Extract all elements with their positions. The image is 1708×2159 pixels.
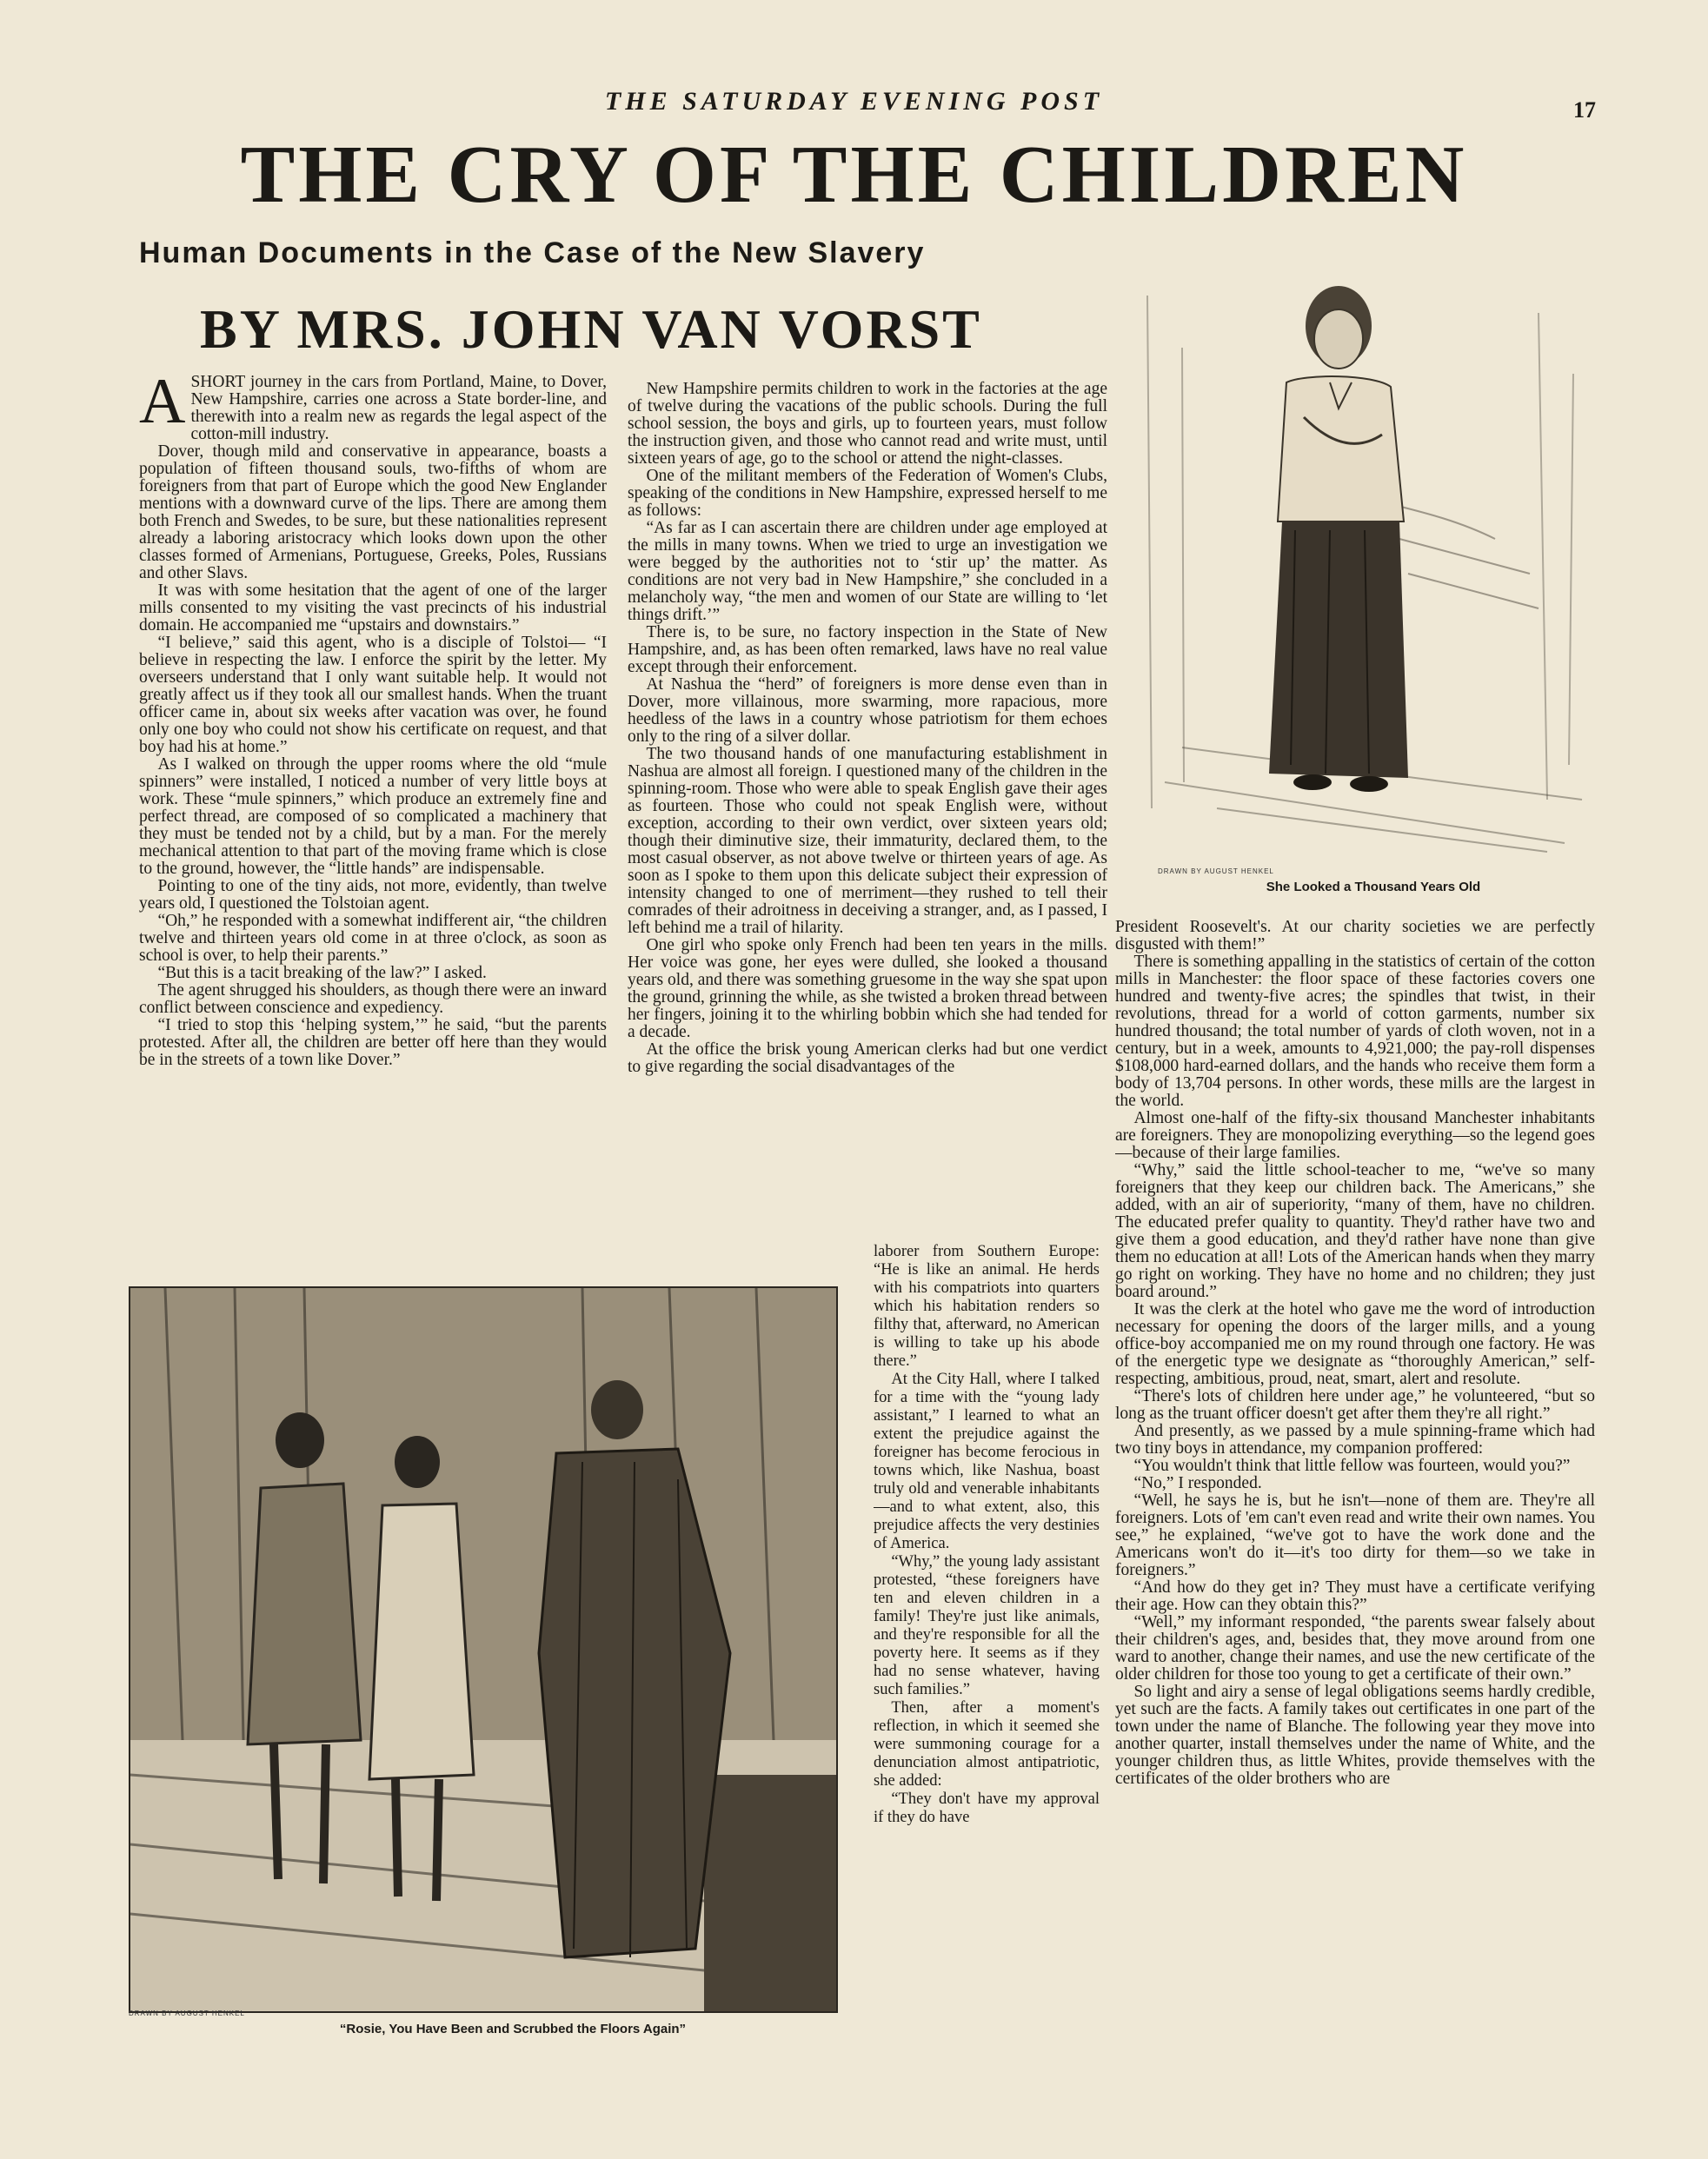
paragraph: “As far as I can ascertain there are children under age employed at the mills in many towns. When we tried to urge an investigation we were begged by the authorities not to ‘stir up’ the matter. As conditions are not very bad in New Hampshire,” she concluded in a melancholy way, “the men and women of our State are willing to ‘let things drift.’” <box>628 519 1107 624</box>
paragraph: “There's lots of children here under age,” he volunteered, “but so long as the truant officer doesn't get after them they're all right.” <box>1115 1387 1595 1423</box>
paragraph: At the City Hall, where I talked for a time with the “young lady assistant,” I learned to what an extent the prejudice against the foreigner has become ferocious in towns which, like Nashua, boast truly old and venerable inhabitants—and to what extent, also, this prejudice affects the very destinies of America. <box>874 1371 1100 1552</box>
paragraph: “And how do they get in? They must have a certificate verifying their age. How can they obtain this?” <box>1115 1578 1595 1614</box>
column-1 <box>139 374 607 1239</box>
paragraph: “They don't have my approval if they do have <box>874 1790 1100 1826</box>
paragraph: One of the militant members of the Federation of Women's Clubs, speaking of the conditions in New Hampshire, expressed herself to me as follows: <box>628 467 1107 520</box>
rosie-sketch-image <box>130 1288 836 2011</box>
illustration-credit: DRAWN BY AUGUST HENKEL <box>1158 867 1274 875</box>
paragraph: As I walked on through the upper rooms where the old “mule spinners” were installed, I noticed a number of very little boys at work. These “mule spinners,” which produce an extremely fine and perfect thread, are composed of so complicated a machinery that they must be tended not by a child, but by a man. For the merely mechanical attention to that part of the moving frame which is close to the ground, however, the “little hands” are indispensable. <box>139 755 607 878</box>
paragraph: “Well,” my informant responded, “the parents swear falsely about their children's ages, and, besides that, they move around from one ward to another, change their names, and use the new certificate of the older children for those too young to get a certificate of their own.” <box>1115 1613 1595 1684</box>
paragraph: laborer from Southern Europe: “He is like an animal. He herds with his compatriots into quarters which his habitation renders so filthy that, afterward, no American is willing to take up his abode there.” <box>874 1243 1100 1370</box>
running-head: THE SATURDAY EVENING POST <box>604 87 1104 116</box>
paragraph: Then, after a moment's reflection, in which it seemed she were summoning courage for a denunciation almost antipatriotic, she added: <box>874 1699 1100 1790</box>
paragraph: So light and airy a sense of legal obligations seems hardly credible, yet such are the facts. A family takes out certificates in one part of the town under the name of Blanche. The following year they move into another quarter, install themselves under the name of White, and the younger children thus, as little Whites, provide themselves with the certificates of the older brothers who are <box>1115 1683 1595 1788</box>
paragraph: “You wouldn't think that little fellow was fourteen, would you?” <box>1133 1457 1571 1475</box>
illustration-caption: She Looked a Thousand Years Old <box>1266 880 1481 894</box>
illustration-woman <box>1130 243 1599 860</box>
illustration-rosie <box>129 1286 838 2013</box>
paragraph: Dover, though mild and conservative in appearance, boasts a population of fifteen thousand souls, two-fifths of whom are foreigners from that part of Europe which the good New Englander mentions with a downward curve of the lips. There are among them both French and Swedes, to be sure, but these nationalities represent already a laboring aristocracy which looks down upon the other classes formed of Armenians, Portuguese, Greeks, Poles, Russians and other Slavs. <box>139 442 607 582</box>
illustration-caption: “Rosie, You Have Been and Scrubbed the Floors Again” <box>339 2022 687 2036</box>
paragraph: President Roosevelt's. At our charity societies we are perfectly disgusted with them!” <box>1115 919 1595 953</box>
page-number: 17 <box>1573 97 1596 123</box>
article-byline: BY MRS. JOHN VAN VORST <box>200 298 982 360</box>
paragraph: There is, to be sure, no factory inspection in the State of New Hampshire, and, as has been often remarked, laws have no real value except through their enforcement. <box>628 623 1107 676</box>
column-3 <box>1115 919 1595 2023</box>
paragraph: At Nashua the “herd” of foreigners is more dense even than in Dover, more villainous, more swarming, more rapacious, more heedless of the laws in a country whose patriotism for them echoes only to the ring of a silver dollar. <box>628 675 1107 746</box>
article-subtitle: Human Documents in the Case of the New Slavery <box>139 236 926 269</box>
paragraph: “No,” I responded. <box>1133 1474 1262 1492</box>
paragraph: “I tried to stop this ‘helping system,’” he said, “but the parents protested. After all, the children are better off here than they would be in the streets of a town like Dover.” <box>139 1016 607 1069</box>
paragraph: “Why,” the young lady assistant protested, “these foreigners have ten and eleven children in a family! They're just like animals, and they're responsible for all the poverty here. It seems as if they had no sense whatever, having such families.” <box>874 1553 1100 1698</box>
paragraph: And presently, as we passed by a mule spinning-frame which had two tiny boys in attendance, my companion proffered: <box>1115 1422 1595 1458</box>
paragraph: There is something appalling in the statistics of certain of the cotton mills in Manchester: the floor space of these factories covers one hundred and twenty-five acres; the spindles that twist, in their revolutions, thread for a world of cotton garments, number six hundred thousand; the total number of yards of cloth woven, not in a century, but in a week, amounts to 4,921,000; the pay-roll dispenses $108,000 hard-earned dollars, and the hands who receive them form a body of 13,704 persons. In other words, these mills are the largest in the world. <box>1115 953 1595 1110</box>
drop-cap: A <box>139 374 186 437</box>
paragraph: New Hampshire permits children to work in the factories at the age of twelve during the vacations of the public schools. During the full school session, the boys and girls, up to fourteen years, must follow the instruction given, and those who cannot read and write must, until sixteen years of age, go to the school or attend the night-classes. <box>628 381 1107 468</box>
paragraph: “But this is a tacit breaking of the law?” I asked. <box>157 964 487 982</box>
column-2-narrow <box>874 1243 1100 2025</box>
paragraph: One girl who spoke only French had been ten years in the mills. Her voice was gone, her eyes were dulled, she looked a thousand years old, and there was something gruesome in the way she spat upon the ground, grinning the while, as she twisted a broken thread between her fingers, joining it to the whirling bobbin which she had tended for a decade. <box>628 936 1107 1041</box>
paragraph: At the office the brisk young American clerks had but one verdict to give regarding the social disadvantages of the <box>628 1040 1107 1076</box>
article-title: THE CRY OF THE CHILDREN <box>240 130 1468 220</box>
woman-sketch-image <box>1130 243 1599 860</box>
paragraph: The agent shrugged his shoulders, as though there were an inward conflict between conscience and expediency. <box>139 981 607 1017</box>
paragraph: ASHORT journey in the cars from Portland, Maine, to Dover, New Hampshire, carries one across a State border-line, and therewith into a realm new as regards the legal aspect of the cotton-mill industry. <box>139 374 607 443</box>
illustration-credit: DRAWN BY AUGUST HENKEL <box>129 2010 245 2017</box>
paragraph: It was the clerk at the hotel who gave me the word of introduction necessary for opening the doors of the larger mills, and a young office-boy accompanied me on my round through one factory. He was of the energetic type we designate as “thoroughly American,” self-respecting, ambitious, proud, neat, smart, alert and resolute. <box>1115 1300 1595 1388</box>
paragraph: It was with some hesitation that the agent of one of the larger mills consented to my visiting the vast precincts of his industrial domain. He accompanied me “upstairs and downstairs.” <box>139 581 607 634</box>
paragraph: “Oh,” he responded with a somewhat indifferent air, “the children twelve and thirteen years old come in at three o'clock, as soon as school is over, to help their parents.” <box>139 912 607 965</box>
paragraph: Pointing to one of the tiny aids, not more, evidently, than twelve years old, I questioned the Tolstoian agent. <box>139 877 607 913</box>
paragraph: The two thousand hands of one manufacturing establishment in Nashua are almost all foreign. I questioned many of the children in the spinning-room. Those who were able to speak English gave their ages as fourteen. Those who could not speak English were, without exception, according to their own verdict, over sixteen years old; though their diminutive size, their immaturity, declared them, to the most casual observer, as not above twelve or thirteen years of age. As soon as I spoke to them upon this delicate subject their expression of intensity changed to one of merriment—they rushed to tell their comrades of their adroitness in deceiving a stranger, and, as I passed, I left behind me a trail of hilarity. <box>628 745 1107 937</box>
paragraph: “Why,” said the little school-teacher to me, “we've so many foreigners that they keep our children back. The Americans,” she added, with an air of superiority, “many of them, have no children. The educated prefer quality to quantity. They'd rather have two and give them a good education, and they'd rather have none than give them no education at all! Lots of the American hands when they marry go right on working. They have no home and no children; they just board around.” <box>1115 1161 1595 1301</box>
paragraph: “I believe,” said this agent, who is a disciple of Tolstoi— “I believe in respecting the law. I enforce the spirit by the letter. My overseers understand that I only want suitable help. It would not greatly affect us if they took all our smallest hands. When the truant officer came in, about six weeks after vacation was over, he found only one boy who could not show his certificate on request, and that boy had his at home.” <box>139 634 607 756</box>
column-2 <box>628 381 1107 1239</box>
paragraph: “Well, he says he is, but he isn't—none of them are. They're all foreigners. Lots of 'em can't even read and write their own names. You see,” he explained, “we've got to have the work done and the Americans won't do it—it's too dirty for them—so we take in foreigners.” <box>1115 1491 1595 1579</box>
paragraph: Almost one-half of the fifty-six thousand Manchester inhabitants are foreigners. They are monopolizing everything—so the legend goes—because of their large families. <box>1115 1109 1595 1162</box>
